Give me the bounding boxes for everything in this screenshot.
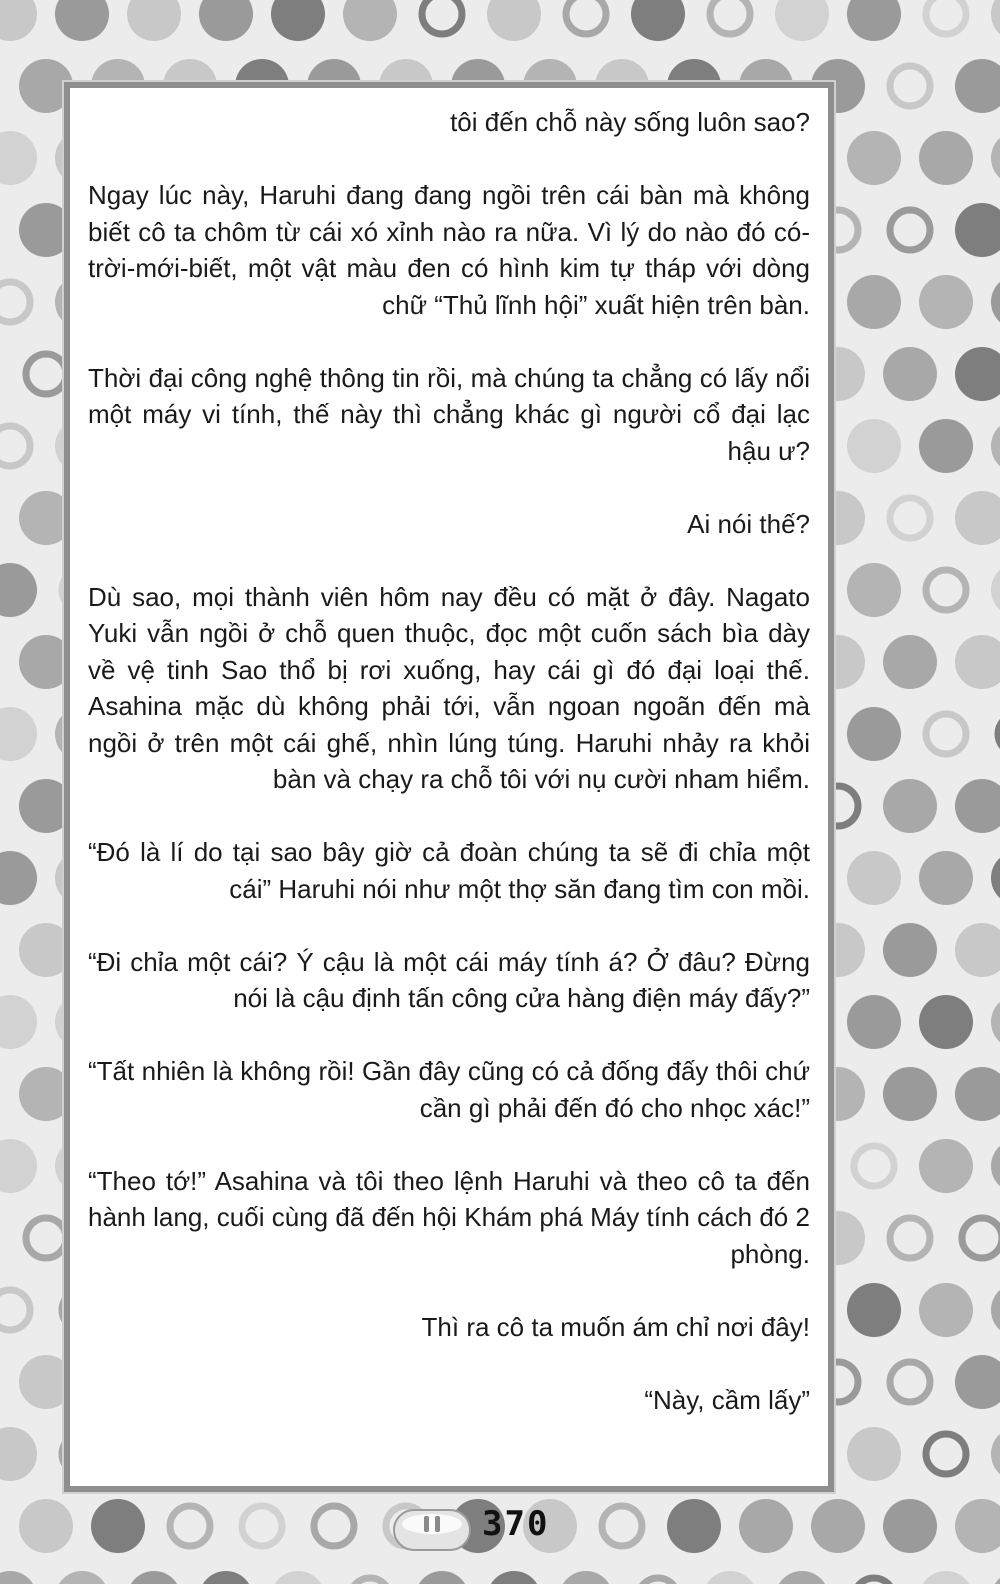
paragraph: “Đi chỉa một cái? Ý cậu là một cái máy tính á? Ở đâu? Đừng nói là cậu định tấn công cửa hàng điện máy đấy?” (88, 946, 810, 1013)
paragraph: “Tất nhiên là không rồi! Gần đây cũng có cả đống đấy thôi chứ cần gì phải đến đó cho nhọc xác!” (88, 1056, 810, 1123)
pill-logo-icon (392, 1506, 472, 1552)
body-text (88, 104, 810, 1418)
paragraph: “Đó là lí do tại sao bây giờ cả đoàn chúng ta sẽ đi chỉa một cái” Haruhi nói như một thợ săn đang tìm con mồi. (88, 837, 810, 904)
paragraph: Thời đại công nghệ thông tin rồi, mà chúng ta chẳng có lấy nổi một máy vi tính, thế này thì chẳng khác gì người cổ đại lạc hậu ư? (88, 362, 810, 466)
page-footer (392, 1500, 572, 1564)
paragraph: “Này, cầm lấy” (644, 1384, 810, 1415)
paragraph: “Theo tớ!” Asahina và tôi theo lệnh Haruhi và theo cô ta đến hành lang, cuối cùng đã đến hội Khám phá Máy tính cách đó 2 phòng. (88, 1165, 810, 1269)
paragraph: Ngay lúc này, Haruhi đang đang ngồi trên cái bàn mà không biết cô ta chôm từ cái xó xỉnh nào ra nữa. Vì lý do nào đó có-trời-mới-biết, một vật màu đen có hình kim tự tháp với dòng chữ “Thủ lĩnh hội” xuất hiện trên bàn. (88, 180, 810, 320)
paragraph: Thì ra cô ta muốn ám chỉ nơi đây! (421, 1311, 810, 1342)
text-panel (64, 82, 834, 1492)
paragraph: Ai nói thế? (687, 508, 810, 539)
page-number: 370 (482, 1504, 550, 1544)
paragraph: tôi đến chỗ này sống luôn sao? (450, 107, 810, 137)
paragraph: Dù sao, mọi thành viên hôm nay đều có mặt ở đây. Nagato Yuki vẫn ngồi ở chỗ quen thuộc, đọc một cuốn sách bìa dày về vệ tinh Sao thổ bị rơi xuống, hay cái gì đó đại loại thế. Asahina mặc dù không phải tới, vẫn ngoan ngoãn đến mà ngồi ở trên một cái ghế, nhìn lúng túng. Haruhi nhảy ra khỏi bàn và chạy ra chỗ tôi với nụ cười nham hiểm. (88, 581, 810, 794)
